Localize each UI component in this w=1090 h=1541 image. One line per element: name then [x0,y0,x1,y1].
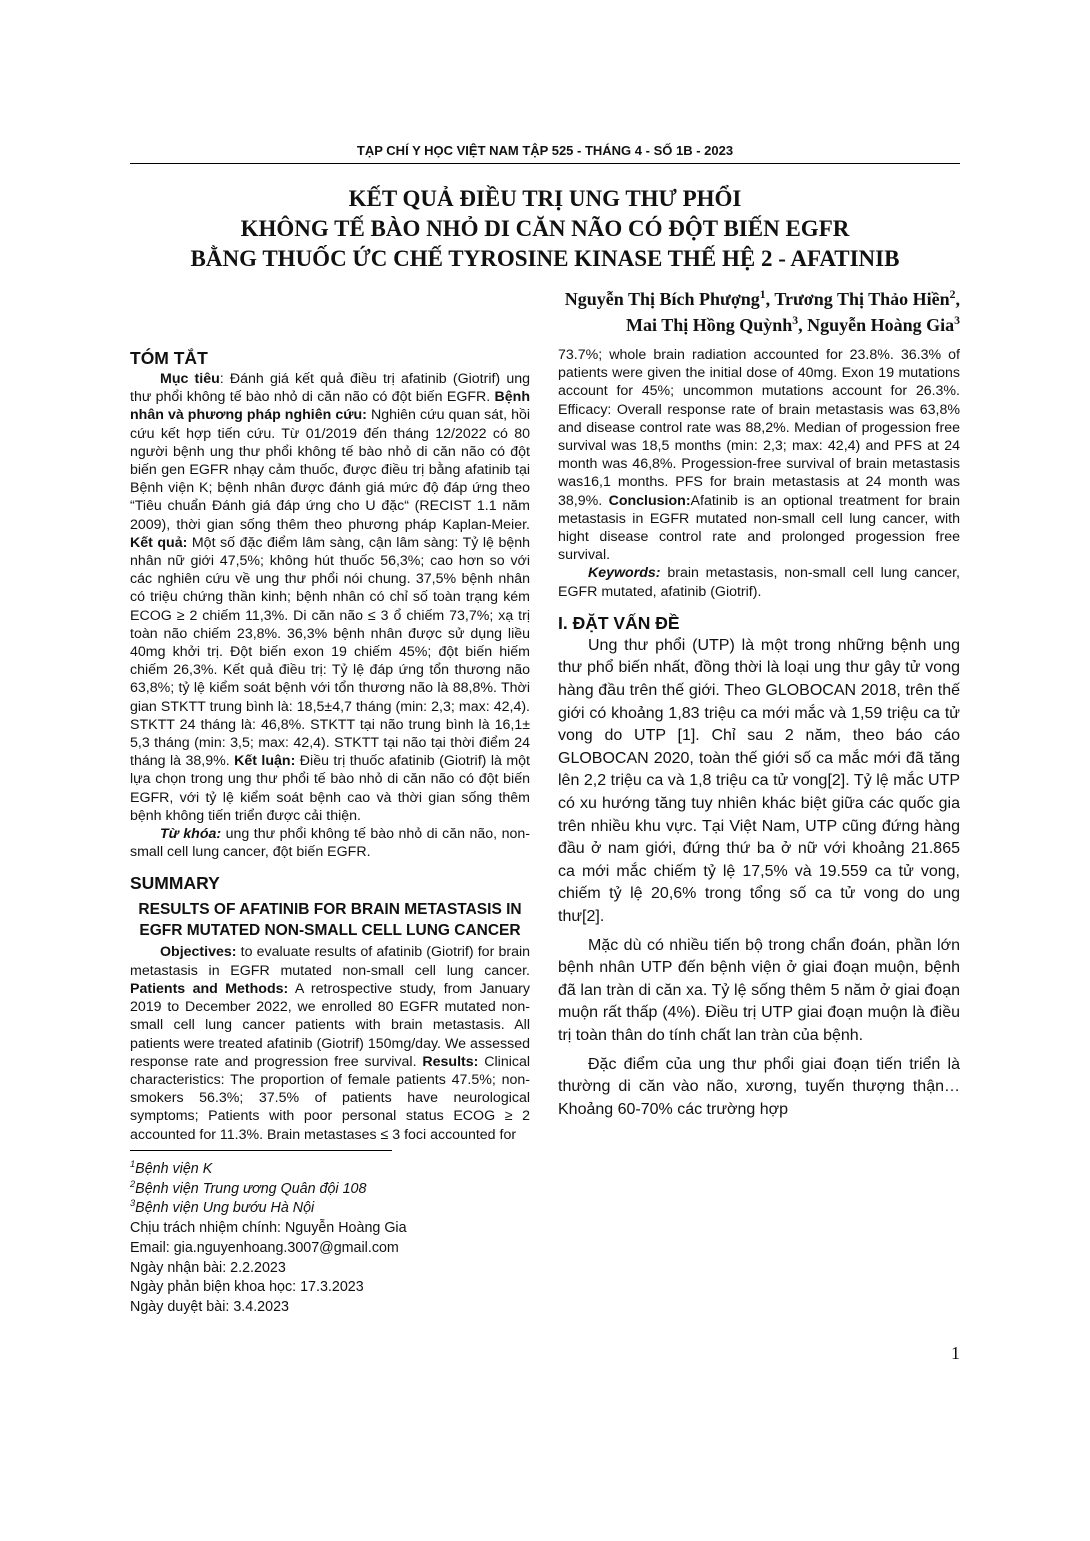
introduction-heading: I. ĐẶT VẤN ĐỀ [558,612,680,633]
affiliation-footnote: $^2$Bệnh viện Trung ương Quân đội 108 [130,1178,367,1197]
summary-heading: SUMMARY [130,873,220,894]
title-line: BẰNG THUỐC ỨC CHẾ TYROSINE KINASE THẾ HỆ 2 - AFATINIB [190,246,900,271]
summary-abstract: Objectives: to evaluate results of afatinib (Giotrif) for brain metastasis in EGFR mutated non-small cell lung cancer. Patients and Methods: A retrospective study, from January 2019 to December 2022, we enrolled 80 EGFR mutated non-small cell lung cancer patients with brain metastasis. All patients were treated afatinib (Giotrif) 150mg/day. We assessed response rate and progression free survival. Results: Clinical characteristics: The proportion of female patients 47.5%; non-smokers 56.3%; 37.5% of patients have neurological symptoms; Patients with poor personal status ECOG ≥ 2 accounted for 11.3%. Brain metastases ≤ 3 foci accounted for [130,944,531,1143]
author-name: Trương Thị Thảo Hiền [774,289,950,309]
tom-tat-abstract: Mục tiêu: Đánh giá kết quả điều trị afatinib (Giotrif) ung thư phổi không tế bào nhỏ di căn não có đột biến EGFR. Bệnh nhân và phương pháp nghiên cứu: Nghiên cứu quan sát, hồi cứu kết hợp tiến cứu. Từ 01/2019 đến tháng 12/2022 có 80 người bệnh ung thư phổi không tế bào nhỏ di căn não có đột biến gen EGFR nhạy cảm thuốc, được điều trị bằng afatinib tại Bệnh viện K; bệnh nhân được đánh giá mức độ đáp ứng theo “Tiêu chuẩn Đánh giá đáp ứng cho U đặc“ (RECIST 1.1 năm 2009), thời gian sống thêm theo phương pháp Kaplan-Meier. Kết quả: Một số đặc điểm lâm sàng, cận lâm sàng: Tỷ lệ bệnh nhân nữ giới 47,5%; không hút thuốc 56,3%; cao hơn so với các nghiên cứu về ung thư phổi nói chung. 37,5% bệnh nhân có triệu chứng thần kinh; bệnh nhân có chỉ số toàn trạng kém ECOG ≥ 2 chiếm 11,3%. Di căn não ≤ 3 ổ chiếm 73,7%; xạ trị toàn não chiếm 23,8%. 36,3% bệnh nhân được sử dụng liều 40mg khởi trị. Đột biến exon 19 chiếm 45%; đột biến hiếm chiếm 26,3%. Kết quả điều trị: Tỷ lệ đáp ứng tổn thương não 63,8%; tỷ lệ kiểm soát bệnh với tổn thương não là 88,8%. Thời gian STKTT trung bình là: 18,5±4,7 tháng (min: 2,3; max: 42,4). STKTT 24 tháng là: 46,8%. STKTT tại não trung bình là 16,1± 5,3 tháng (min: 3,5; max: 42,4). STKTT tại não tại thời điểm 24 tháng là 38,9%. Kết luận: Điều trị thuốc afatinib (Giotrif) là một lựa chọn trong ung thư phổi tế bào nhỏ di căn não có đột biến EGFR, với tỷ lệ kiểm soát bệnh cao và thời gian sống thêm bệnh không tiến triển được cải thiện. [130,371,531,824]
tom-tat-heading: TÓM TẮT [130,348,208,368]
page-number: 1 [951,1343,960,1363]
contact-email: Email: gia.nguyenhoang.3007@gmail.com [130,1239,399,1256]
author-affiliation: 1 [759,288,766,301]
footnote-divider [130,1150,392,1151]
summary-abstract: 73.7%; whole brain radiation accounted for 23.8%. 36.3% of patients were given the initial dose of 40mg. Exon 19 mutations account for 45%; uncommon mutations account for 26.3%. Efficacy: Overall response rate of brain metastasis was 63,8% and disease control rate was 88,2%. Median of progession free survival was 18,5 months (min: 2,3; max: 42,4) and PFS at 24 month was 46,8%. Progession-free survival of brain metastasis was16,1 months. PFS for brain metastasis at 24 month was 38,9%. Conclusion:Afatinib is an optional treatment for brain metastasis in EGFR mutated non-small cell lung cancer, with hight disease control rate and prolonged progession free survival. [558,347,960,564]
header-divider [130,163,960,164]
author-name: Nguyễn Thị Bích Phượng [564,289,760,309]
author-name: Mai Thị Hồng Quỳnh [626,315,793,335]
title-line: KHÔNG TẾ BÀO NHỎ DI CĂN NÃO CÓ ĐỘT BIẾN EGFR [240,216,850,241]
introduction-paragraph: Ung thư phổi (UTP) là một trong những bệnh ung thư phổ biến nhất, đồng thời là loại ung thư gây tử vong hàng đầu trên thế giới. Theo GLOBOCAN 2018, trên thế giới có khoảng 1,83 triệu ca mới mắc và 1,59 triệu ca tử vong do UTP [1]. Chỉ sau 2 năm, theo báo cáo GLOBOCAN 2020, toàn thế giới số ca mắc mới đã tăng lên 2,2 triệu ca và 1,8 triệu ca tử vong[2]. Tỷ lệ mắc UTP có xu hướng tăng tuy nhiên khác biệt giữa các quốc gia trên nhiều khu vực. Tại Việt Nam, UTP cũng đứng hàng đầu ở nam giới, đứng thứ ba ở nữ với khoảng 21.865 ca mới mắc chiếm tỷ lệ 17,5% và 19.559 ca tử vong, chiếm tỷ lệ 20,6% trong tổng số ca tử vong do ung thư[2]. [558,636,960,925]
author-list [400,286,960,338]
right-column [558,346,960,1121]
author-name: Nguyễn Hoàng Gia [807,315,955,335]
journal-header: TẠP CHÍ Y HỌC VIỆT NAM TẬP 525 - THÁNG 4 - SỐ 1B - 2023 [356,143,734,158]
responsible-author: Chịu trách nhiệm chính: Nguyễn Hoàng Gia [130,1220,407,1237]
summary-title: RESULTS OF AFATINIB FOR BRAIN METASTASIS IN EGFR MUTATED NON-SMALL CELL LUNG CANCER [138,901,522,940]
author-affiliation: 3 [792,314,799,327]
affiliation-footnote: $^3$Bệnh viện Ung bướu Hà Nội [130,1198,315,1217]
introduction-paragraph: Đặc điểm của ung thư phổi giai đoạn tiến triển là thường di căn vào não, xương, tuyến thượng thận… Khoảng 60-70% các trường hợp [558,1055,960,1118]
author-line: Mai Thị Hồng Quỳnh$^3$, Nguyễn Hoàng Gia$^3$ [626,314,960,335]
article-title [130,184,960,274]
date-accepted: Ngày duyệt bài: 3.4.2023 [130,1298,289,1315]
introduction-paragraph: Mặc dù có nhiều tiến bộ trong chẩn đoán, phần lớn bệnh nhân UTP đến bệnh viện ở giai đoạn muộn, bệnh đã lan tràn di căn xa. Tỷ lệ sống thêm 5 năm ở giai đoạn muộn rất thấp (4%). Điều trị UTP giai đoạn muộn là điều trị toàn thân do tính chất lan tràn của bệnh. [558,936,960,1044]
tom-tat-keywords: Từ khóa: ung thư phổi không tế bào nhỏ di căn não, non-small cell lung cancer, đột biến EGFR. [130,826,530,861]
date-reviewed: Ngày phản biện khoa học: 17.3.2023 [130,1279,364,1296]
date-received: Ngày nhận bài: 2.2.2023 [130,1259,286,1276]
footnotes [130,1160,530,1318]
left-column [130,346,530,1144]
affiliation-footnote: $^1$Bệnh viện K [130,1159,213,1177]
author-affiliation: 3 [954,314,960,327]
author-affiliation: 2 [949,288,956,301]
author-line: Nguyễn Thị Bích Phượng$^1$, Trương Thị Thảo Hiền$^2$, [564,288,960,309]
title-line: KẾT QUẢ ĐIỀU TRỊ UNG THƯ PHỔI [348,186,742,211]
summary-keywords: Keywords: brain metastasis, non-small cell lung cancer, EGFR mutated, afatinib (Giotrif). [558,565,960,600]
